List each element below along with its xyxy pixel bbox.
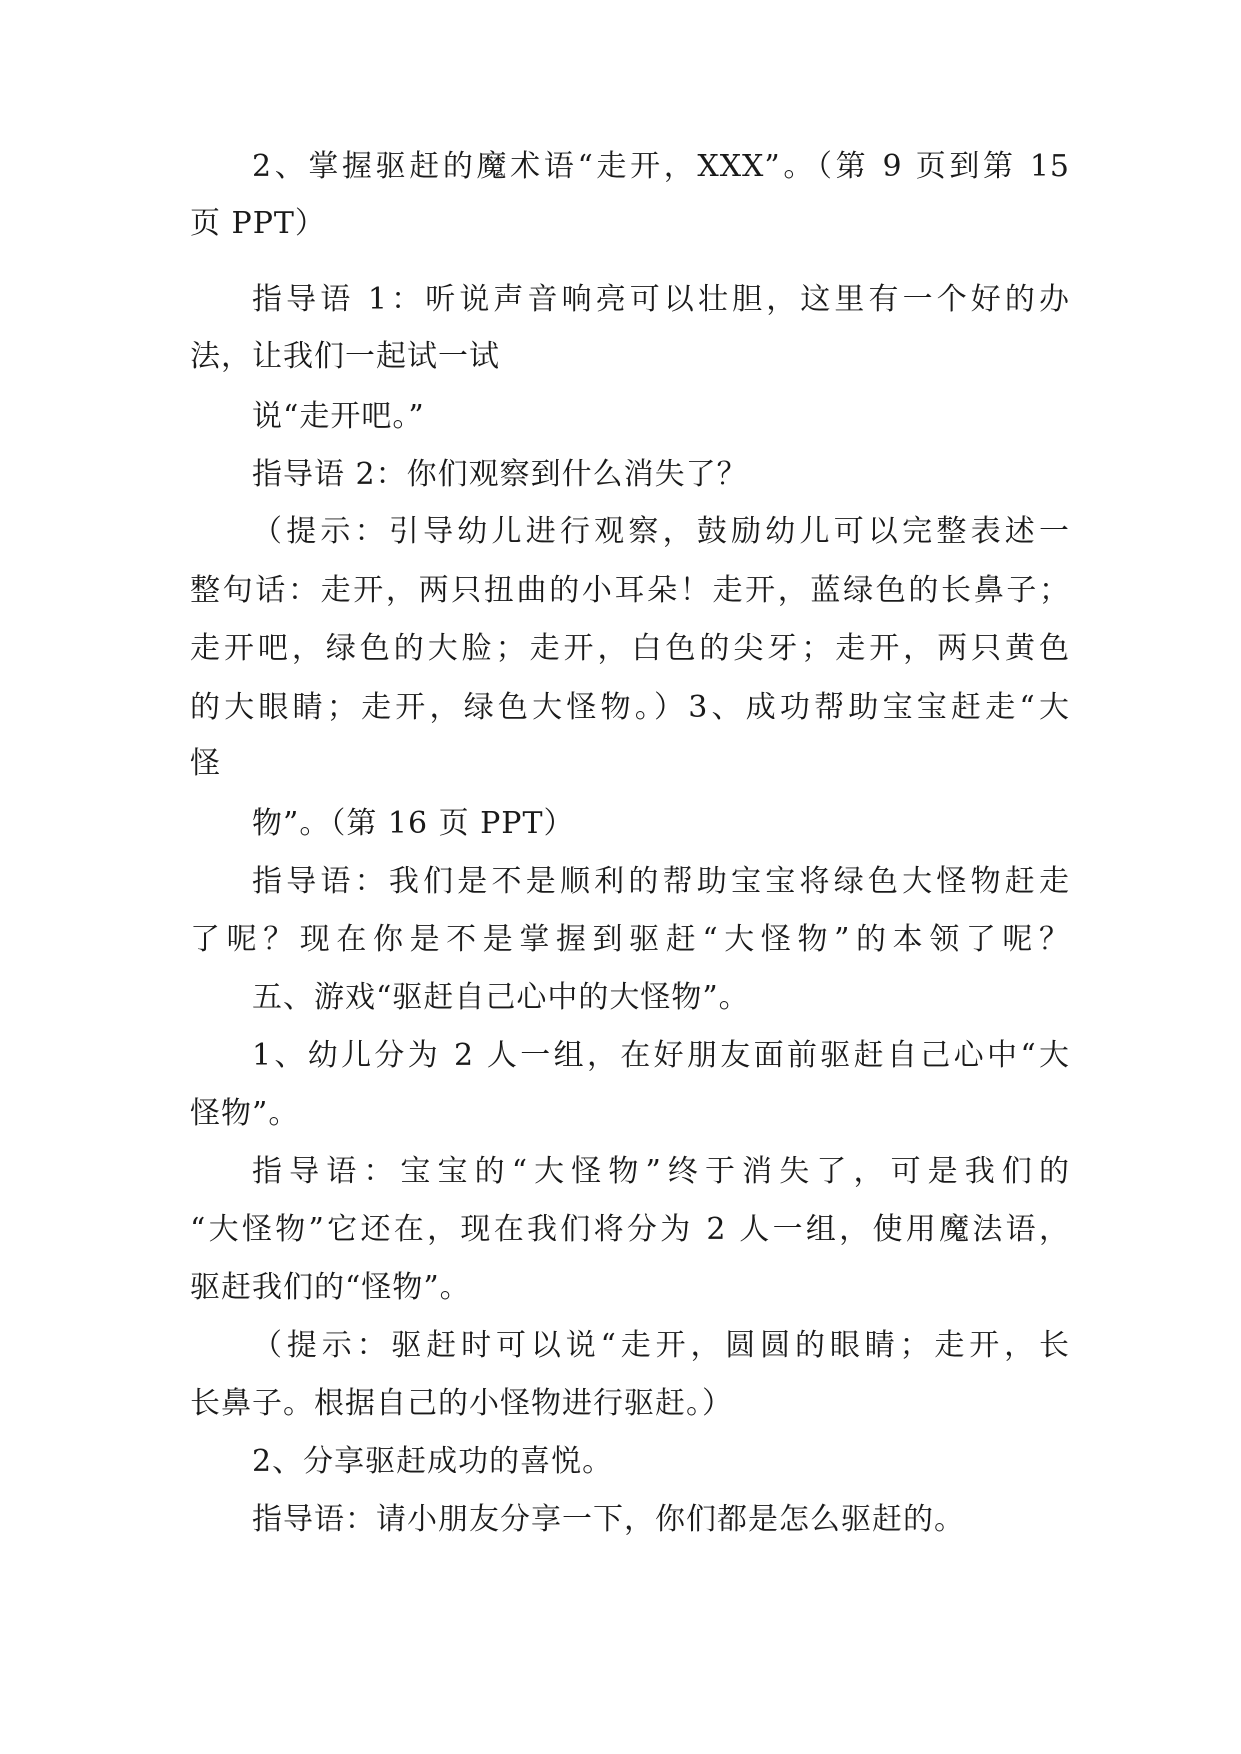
paragraph-line: 页 PPT）: [190, 206, 326, 241]
paragraph-line: （提示：驱赶时可以说“走开，圆圆的眼睛；走开，长: [252, 1328, 1070, 1363]
paragraph-line: 2、掌握驱赶的魔术语“走开，XXX”。（第 9 页到第 15: [252, 149, 1070, 184]
paragraph-line: 整句话：走开，两只扭曲的小耳朵！走开，蓝绿色的长鼻子；: [190, 573, 1070, 608]
paragraph-line: （提示：引导幼儿进行观察，鼓励幼儿可以完整表述一: [252, 514, 1070, 549]
paragraph-line: 指导语：宝宝的“大怪物”终于消失了，可是我们的: [252, 1154, 1070, 1189]
paragraph-line: 指导语：我们是不是顺利的帮助宝宝将绿色大怪物赶走: [252, 864, 1070, 899]
paragraph-line: 指导语 1：听说声音响亮可以壮胆，这里有一个好的办: [252, 282, 1070, 317]
paragraph-line: 法，让我们一起试一试: [190, 339, 500, 374]
paragraph-line: 2、分享驱赶成功的喜悦。: [252, 1444, 614, 1479]
paragraph-line: 指导语 2：你们观察到什么消失了？: [252, 457, 748, 492]
paragraph-line: 物”。（第 16 页 PPT）: [252, 806, 575, 841]
paragraph-line: 怪: [190, 746, 221, 781]
paragraph-line: 了呢？现在你是不是掌握到驱赶“大怪物”的本领了呢？: [190, 922, 1070, 957]
paragraph-line: 怪物”。: [190, 1096, 300, 1131]
paragraph-line: 走开吧，绿色的大脸；走开，白色的尖牙；走开，两只黄色: [190, 631, 1070, 666]
paragraph-line: 的大眼睛；走开，绿色大怪物。）3、成功帮助宝宝赶走“大: [190, 690, 1070, 725]
paragraph-line: 长鼻子。根据自己的小怪物进行驱赶。）: [190, 1386, 733, 1421]
paragraph-line: 驱赶我们的“怪物”。: [190, 1270, 471, 1305]
paragraph-line: 指导语：请小朋友分享一下，你们都是怎么驱赶的。: [252, 1502, 965, 1537]
paragraph-line: 1、幼儿分为 2 人一组，在好朋友面前驱赶自己心中“大: [252, 1038, 1070, 1073]
paragraph-line: “大怪物”它还在，现在我们将分为 2 人一组，使用魔法语，: [190, 1212, 1070, 1247]
paragraph-line: 五、游戏“驱赶自己心中的大怪物”。: [252, 980, 750, 1015]
paragraph-line: 说“走开吧。”: [252, 399, 425, 434]
